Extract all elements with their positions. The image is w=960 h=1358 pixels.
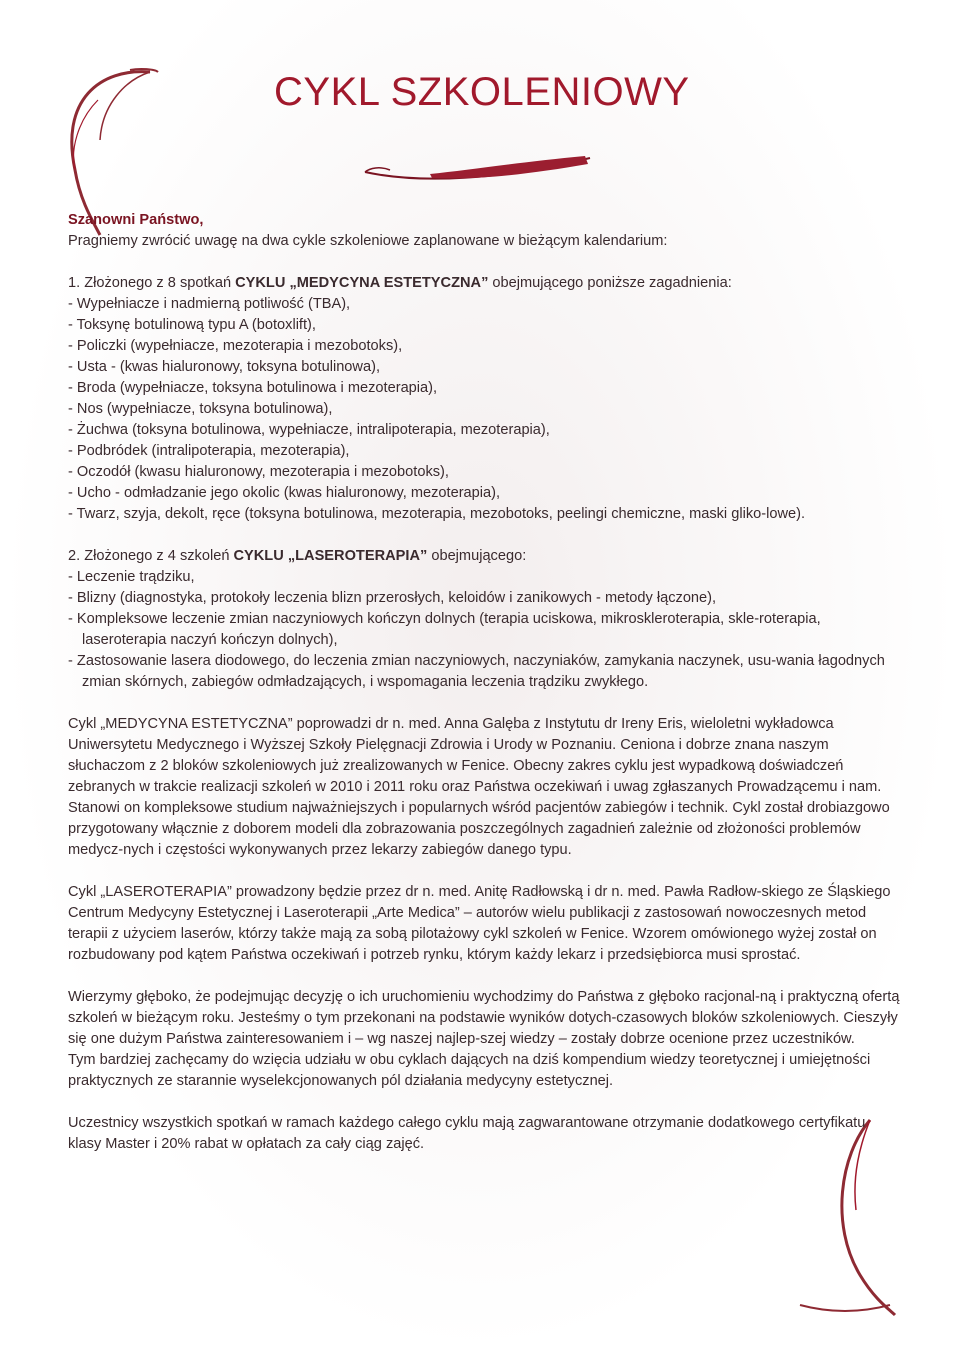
section-1-prefix: 1. Złożonego z 8 spotkań [68, 275, 236, 291]
greeting: Szanowni Państwo, [68, 212, 204, 228]
list-item: - Blizny (diagnostyka, protokoły leczenia blizn przerosłych, keloidów i zanikowych - metody łączone), [68, 590, 717, 606]
list-item: - Zastosowanie lasera diodowego, do leczenia zmian naczyniowych, naczyniaków, zamykania naczynek, usu-wania łagodnych zmian skórnych, zabiegów odmładzających, i wspomagania leczenia trądziku zwykłego. [68, 653, 885, 690]
page-title: CYKL SZKOLENIOWY [274, 70, 690, 114]
list-item: - Wypełniacze i nadmierną potliwość (TBA), [68, 296, 351, 312]
paragraph-encouragement: Tym bardziej zachęcamy do wzięcia udziału w obu cyklach dających na dziś kompendium wiedzy teoretycznej i umiejętności praktycznych ze starannie wyselekcjonowanych pól działania medycyny estetycznej. [68, 1052, 871, 1089]
list-item: - Leczenie trądziku, [68, 569, 195, 585]
section-1-bold: CYKLU „MEDYCYNA ESTETYCZNA” [235, 275, 489, 291]
paragraph-certificate: Uczestnicy wszystkich spotkań w ramach każdego całego cyklu mają zagwarantowane otrzymanie dodatkowego certyfikatu klasy Master i 20% rabat w opłatach za cały ciąg zajęć. [68, 1115, 866, 1152]
paragraph-belief: Wierzymy głęboko, że podejmując decyzję o ich uruchomieniu wychodzimy do Państwa z głęboko racjonal-ną i praktyczną ofertą szkoleń w bieżącym roku. Jesteśmy o tym przekonani na podstawie wyników dotych-czasowych bloków szkoleniowych. Cieszyły się one dużym Państwa zainteresowaniem i – wg naszej najlep-szej wiedzy – zostały dobrze ocenione przez uczestników. [68, 989, 900, 1047]
list-item: - Usta - (kwas hialuronowy, toksyna botulinowa), [68, 359, 380, 375]
intro-text: Pragniemy zwrócić uwagę na dwa cykle szkoleniowe zaplanowane w bieżącym kalendarium: [68, 233, 668, 249]
section-2-suffix: obejmującego: [427, 548, 527, 564]
list-item: - Nos (wypełniacze, toksyna botulinowa), [68, 401, 333, 417]
list-item: - Oczodół (kwasu hialuronowy, mezoterapia i mezobotoks), [68, 464, 449, 480]
section-1-heading [68, 273, 900, 294]
letter-content [68, 210, 900, 1155]
list-item: - Żuchwa (toksyna botulinowa, wypełniacze, intralipoterapia, mezoterapia), [68, 422, 550, 438]
list-item: - Twarz, szyja, dekolt, ręce (toksyna botulinowa, mezoterapia, mezobotoks, peelingi chemiczne, maski gliko-lowe). [68, 506, 806, 522]
paragraph-medycyna: Cykl „MEDYCYNA ESTETYCZNA” poprowadzi dr n. med. Anna Galęba z Instytutu dr Ireny Eris, wieloletni wykładowca Uniwersytetu Medycznego i Wyższej Szkoły Pielęgnacji Zdrowia i Urody w Poznaniu. Ceniona i dobrze znana naszym słuchaczom z 2 bloków szkoleniowych już zrealizowanych w Fenice. Obecny zakres cyklu jest wypadkową doświadczeń zebranych w trakcie realizacji szkoleń w 2010 i 2011 roku oraz Państwa oczekiwań i uwag zgłaszanych Prowadzącemu i nam. Stanowi on kompleksowe studium najważniejszych i popularnych wśród pacjentów zabiegów i technik. Cykl został drobiazgowo przygotowany włącznie z doborem modeli dla zobrazowania poszczególnych zagadnień zależnie od złożoności problemów medycz-nych i częstości wykonywanych przez lekarzy zabiegów danego typu. [68, 716, 890, 858]
section-2-heading [68, 546, 900, 567]
list-item: - Toksynę botulinową typu A (botoxlift), [68, 317, 316, 333]
list-item: - Podbródek (intralipoterapia, mezoterapia), [68, 443, 350, 459]
section-1-list [68, 294, 900, 525]
list-item: - Ucho - odmładzanie jego okolic (kwas hialuronowy, mezoterapia), [68, 485, 501, 501]
section-2-prefix: 2. Złożonego z 4 szkoleń [68, 548, 234, 564]
paragraph-laseroterapia: Cykl „LASEROTERAPIA” prowadzony będzie przez dr n. med. Anitę Radłowską i dr n. med. Pawła Radłow-skiego ze Śląskiego Centrum Medycyny Estetycznej i Laseroterapii „Arte Medica” – autorów wielu publikacji z zastosowań nowoczesnych metod terapii z użyciem laserów, którzy także mają za sobą pilotażowy cykl szkoleń w Fenice. Wzorem omówionego wyżej został on rozbudowany pod kątem Państwa oczekiwań i potrzeb rynku, którym każdy lekarz i przedsiębiorca musi sprostać. [68, 884, 891, 963]
list-item: - Kompleksowe leczenie zmian naczyniowych kończyn dolnych (terapia uciskowa, mikroskleroterapia, skle-roterapia, laseroterapia naczyń kończyn dolnych), [68, 611, 821, 648]
list-item: - Broda (wypełniacze, toksyna botulinowa i mezoterapia), [68, 380, 438, 396]
section-1-suffix: obejmującego poniższe zagadnienia: [488, 275, 732, 291]
list-item: - Policzki (wypełniacze, mezoterapia i mezobotoks), [68, 338, 403, 354]
section-2-list [68, 567, 900, 693]
section-2-bold: CYKLU „LASEROTERAPIA” [233, 548, 428, 564]
